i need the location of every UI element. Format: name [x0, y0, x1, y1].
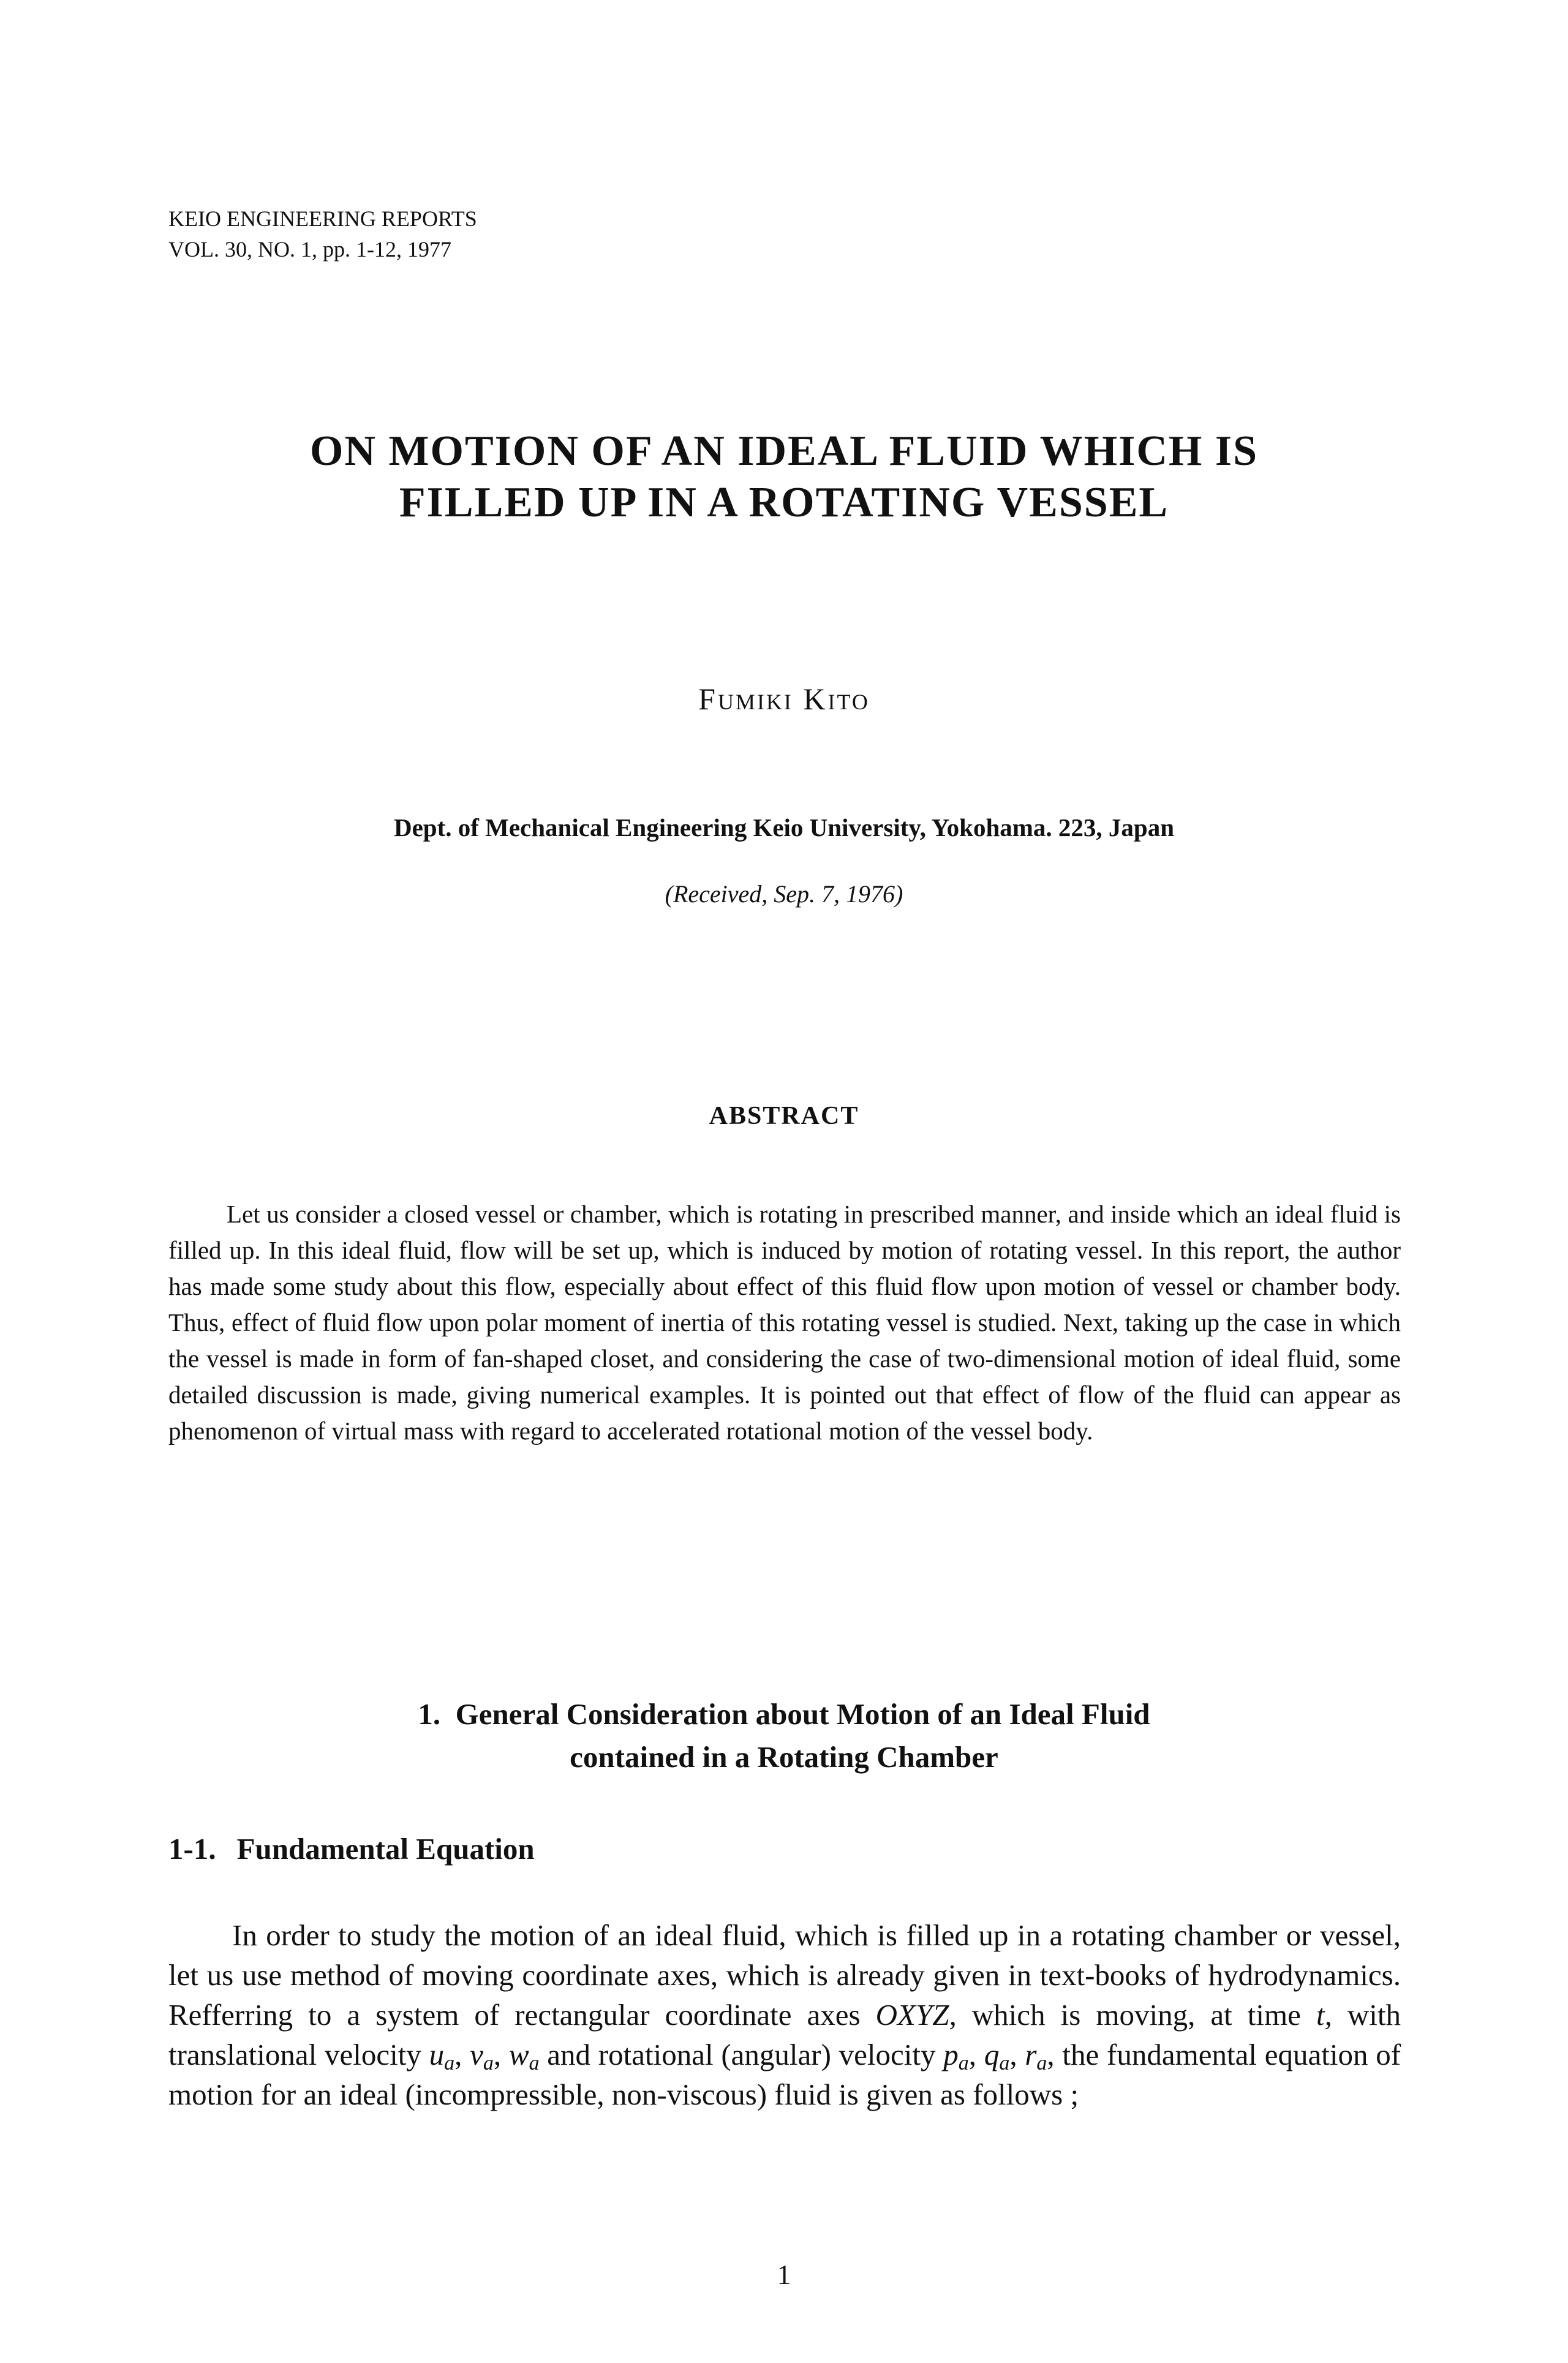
body-text-2: which is moving, at time [956, 1998, 1316, 2032]
section-title-line-2: contained in a Rotating Chamber [570, 1740, 998, 1774]
section-number: 1. [418, 1697, 441, 1731]
author-name [0, 681, 1568, 717]
velocity-v: v [470, 2038, 483, 2071]
author-first-initial: F [698, 682, 718, 716]
section-title-text-1: General Consideration about Motion of an Ideal Fluid [455, 1697, 1150, 1731]
author-last-initial: K [803, 682, 828, 716]
body-text-4: and rotational (angular) velocity [539, 2038, 944, 2071]
subscript-a: a [444, 2052, 455, 2075]
velocity-u: u [429, 2038, 445, 2071]
angular-velocity-p: p [943, 2038, 959, 2071]
received-date: (Received, Sep. 7, 1976) [665, 880, 903, 908]
author-first-rest: UMIKI [717, 690, 793, 714]
title-line-2: FILLED UP IN A ROTATING VESSEL [399, 479, 1169, 526]
section-title-line-1 [0, 1693, 1568, 1736]
journal-header [168, 203, 477, 265]
author-affiliation: Dept. of Mechanical Engineering Keio University, Yokohama. 223, Japan [393, 813, 1175, 842]
body-text-5: , the fundamental equation of motion for an ideal (incompressible, non-viscous) fluid is given as follows ; [168, 2038, 1401, 2111]
subscript-a: a [483, 2052, 494, 2075]
body-text-3: with translational velocity [168, 1998, 1401, 2071]
section-heading [0, 1693, 1568, 1779]
subsection-heading [168, 1831, 535, 1866]
abstract-heading: ABSTRACT [709, 1102, 859, 1130]
separator: , [968, 2038, 984, 2071]
separator: , [1009, 2038, 1025, 2071]
time-symbol: t, [1316, 1998, 1332, 2032]
paper-title [184, 426, 1384, 529]
journal-name: KEIO ENGINEERING REPORTS [168, 206, 477, 231]
abstract-text: Let us consider a closed vessel or chamber, which is rotating in prescribed manner, and inside which an ideal fluid is filled up. In this ideal fluid, flow will be set up, which is induced by motion of rotating vessel. In this report, the author has made some study about this flow, especially about effect of this fluid flow upon motion of vessel or chamber body. Thus, effect of fluid flow upon polar moment of inertia of this rotating vessel is studied. Next, taking up the case in which the vessel is made in form of fan-shaped closet, and considering the case of two-dimensional motion of ideal fluid, some detailed discussion is made, giving numerical examples. It is pointed out that effect of flow of the fluid can appear as phenomenon of virtual mass with regard to accelerated rotational motion of the vessel body. [168, 1200, 1401, 1445]
body-text-1: In order to study the motion of an ideal fluid, which is filled up in a rotating chamber or vessel, let us use method of moving coordinate axes, which is already given in text-books of hydrodynamics. Refferring to a system of rectangular coordinate axes [168, 1918, 1401, 2032]
subscript-a: a [529, 2052, 540, 2075]
subsection-number: 1-1. [168, 1832, 216, 1866]
axes-symbol: OXYZ, [875, 1998, 957, 2032]
separator: , [493, 2038, 509, 2071]
angular-velocity-q: q [984, 2038, 1000, 2071]
body-paragraph [168, 1915, 1401, 2114]
page-number: 1 [777, 2259, 791, 2290]
journal-volume: VOL. 30, NO. 1, pp. 1-12, 1977 [168, 237, 451, 262]
subscript-a: a [1036, 2052, 1047, 2075]
velocity-w: w [508, 2038, 529, 2071]
title-line-1: ON MOTION OF AN IDEAL FLUID WHICH IS [309, 428, 1259, 475]
angular-velocity-r: r [1025, 2038, 1037, 2071]
author-last-rest: ITO [827, 690, 870, 714]
subscript-a: a [999, 2052, 1010, 2075]
subsection-title: Fundamental Equation [236, 1832, 535, 1866]
separator: , [454, 2038, 470, 2071]
subscript-a: a [958, 2052, 969, 2075]
